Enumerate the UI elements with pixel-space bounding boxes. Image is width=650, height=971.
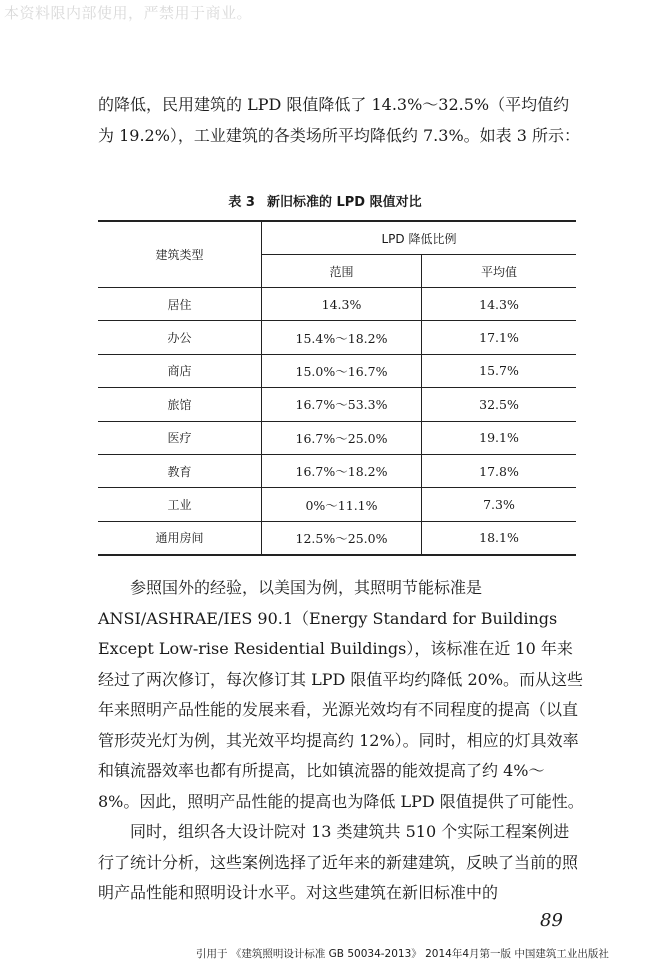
paragraph-foreign-experience: 参照国外的经验，以美国为例，其照明节能标准是 ANSI/ASHRAE/IES 90.1（Energy Standard for Buildings Except Low-rise Residential Buildings），该标准在近 10 年来经过了两次修订，每次修订其 LPD 限值平均约降低 20%。而从这些年来照明产品性能的发展来看，光源光效均有不同程度的提高（以直管形荧光灯为例，其光效平均提高约 12%）。同时，相应的灯具效率和镇流器效率也都有所提高，比如镇流器的能效提高了约 4%～8%。因此，照明产品性能的提高也为降低 LPD 限值提供了可能性。 — [98, 578, 584, 811]
cell-range: 16.7%～25.0% — [262, 421, 422, 454]
table-row — [98, 521, 576, 555]
paragraph-intro: 的降低，民用建筑的 LPD 限值降低了 14.3%～32.5%（平均值约为 19.2%），工业建筑的各类场所平均降低约 7.3%。如表 3 所示： — [98, 95, 581, 145]
header-range: 范围 — [262, 255, 422, 288]
cell-building-type: 旅馆 — [98, 388, 262, 421]
header-average: 平均值 — [422, 255, 577, 288]
citation-footer: 引用于 《建筑照明设计标准 GB 50034-2013》 2014年4月第一版 中国建筑工业出版社 — [196, 948, 609, 960]
cell-range: 16.7%～18.2% — [262, 454, 422, 487]
cell-average: 15.7% — [422, 354, 577, 387]
table-row — [98, 321, 576, 354]
table-row — [98, 288, 576, 321]
table-caption — [0, 191, 650, 210]
cell-average: 17.1% — [422, 321, 577, 354]
cell-range: 15.4%～18.2% — [262, 321, 422, 354]
cell-average: 7.3% — [422, 488, 577, 521]
cell-average: 19.1% — [422, 421, 577, 454]
table-title: 新旧标准的 LPD 限值对比 — [266, 195, 422, 210]
cell-range: 0%～11.1% — [262, 488, 422, 521]
cell-building-type: 医疗 — [98, 421, 262, 454]
cell-average: 14.3% — [422, 288, 577, 321]
table-row — [98, 454, 576, 487]
cell-building-type: 通用房间 — [98, 521, 262, 555]
cell-average: 32.5% — [422, 388, 577, 421]
header-building-type: 建筑类型 — [98, 221, 262, 288]
paragraph-case-study: 同时，组织各大设计院对 13 类建筑共 510 个实际工程案例进行了统计分析，这些案例选择了近年来的新建建筑，反映了当前的照明产品性能和照明设计水平。对这些建筑在新旧标准中的 — [98, 822, 579, 902]
cell-range: 16.7%～53.3% — [262, 388, 422, 421]
table-row — [98, 488, 576, 521]
cell-average: 17.8% — [422, 454, 577, 487]
table-row — [98, 421, 576, 454]
watermark: 本资料限内部使用，严禁用于商业。 — [4, 4, 253, 22]
cell-building-type: 办公 — [98, 321, 262, 354]
table-row — [98, 354, 576, 387]
page-number: 89 — [540, 910, 563, 931]
cell-building-type: 商店 — [98, 354, 262, 387]
table-header-row — [98, 221, 576, 255]
header-lpd-group: LPD 降低比例 — [262, 221, 577, 255]
cell-average: 18.1% — [422, 521, 577, 555]
table-number: 表 3 — [228, 195, 255, 210]
cell-range: 12.5%～25.0% — [262, 521, 422, 555]
cell-building-type: 居住 — [98, 288, 262, 321]
cell-building-type: 教育 — [98, 454, 262, 487]
lpd-comparison-table — [98, 220, 576, 556]
table-row — [98, 388, 576, 421]
cell-building-type: 工业 — [98, 488, 262, 521]
cell-range: 14.3% — [262, 288, 422, 321]
cell-range: 15.0%～16.7% — [262, 354, 422, 387]
